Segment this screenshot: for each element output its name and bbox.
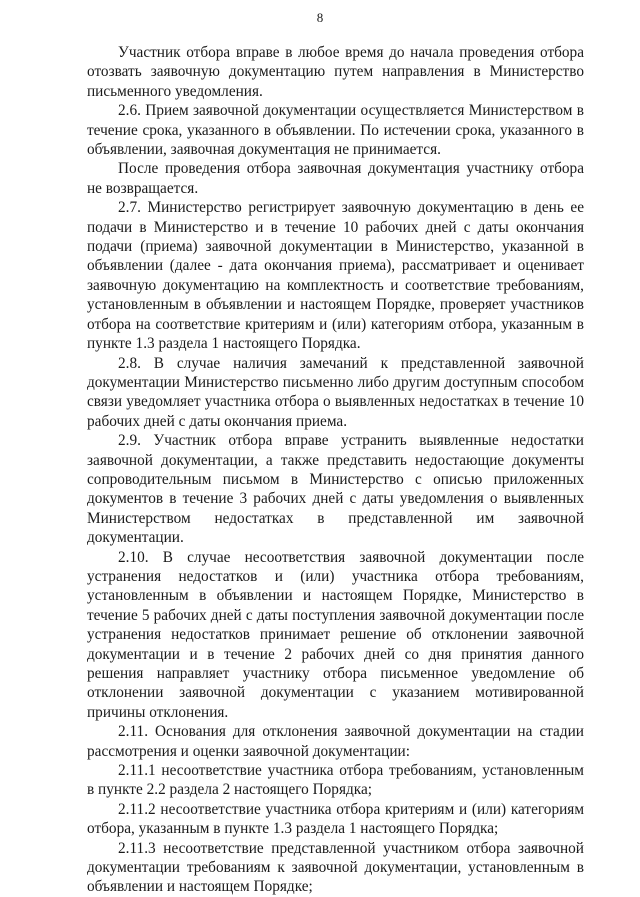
paragraph-no-return: После проведения отбора заявочная документация участнику отбора не возвращается.	[87, 160, 584, 197]
document-body	[87, 43, 584, 897]
paragraph-2-10: 2.10. В случае несоответствия заявочной документации после устранения недостатков и (или) участника отбора требованиям, установленным в объявлении и настоящем Порядке, Министерство в течение 5 рабочих дней с даты поступления заявочной документации после устранения недостатков принимает решение об отклонении заявочной документации и в течение 2 рабочих дней со дня принятия данного решения направляет участнику отбора письменное уведомление об отклонении заявочной документации с указанием мотивированной причины отклонения.	[87, 548, 584, 721]
paragraph-2-11-3: 2.11.3 несоответствие представленной участником отбора заявочной документации требованиям к заявочной документации, установленным в объявлении и настоящем Порядке;	[87, 839, 584, 896]
paragraph-2-6: 2.6. Прием заявочной документации осуществляется Министерством в течение срока, указанного в объявлении. По истечении срока, указанного в объявлении, заявочная документация не принимается.	[87, 102, 584, 159]
paragraph-2-9: 2.9. Участник отбора вправе устранить выявленные недостатки заявочной документации, а также представить недостающие документы сопроводительным письмом в Министерство с описью приложенных документов в течение 3 рабочих дней с даты уведомления о выявленных Министерством недостатках в представленной им заявочной документации.	[87, 432, 584, 547]
paragraph-2-11-2: 2.11.2 несоответствие участника отбора критериям и (или) категориям отбора, указанным в пункте 1.3 раздела 1 настоящего Порядка;	[87, 800, 584, 838]
paragraph-2-7: 2.7. Министерство регистрирует заявочную документацию в день ее подачи в Министерство и в течение 10 рабочих дней с даты окончания подачи (приема) заявочной документации в Министерство, указанной в объявлении (далее - дата окончания приема), рассматривает и оценивает заявочную документацию на комплектность и соответствие требованиям, установленным в объявлении и настоящем Порядке, проверяет участников отбора на соответствие критериям и (или) категориям отбора, указанным в пункте 1.3 раздела 1 настоящего Порядка.	[87, 199, 584, 353]
paragraph-2-8: 2.8. В случае наличия замечаний к представленной заявочной документации Министерство письменно либо другим доступным способом связи уведомляет участника отбора о выявленных недостатках в течение 10 рабочих дней с даты окончания приема.	[87, 354, 584, 430]
paragraph-2-11: 2.11. Основания для отклонения заявочной документации на стадии рассмотрения и оценки заявочной документации:	[87, 723, 584, 760]
paragraph-2-11-1: 2.11.1 несоответствие участника отбора требованиям, установленным в пункте 2.2 раздела 2 настоящего Порядка;	[87, 762, 584, 799]
paragraph-withdrawal: Участник отбора вправе в любое время до начала проведения отбора отозвать заявочную документацию путем направления в Министерство письменного уведомления.	[87, 44, 584, 100]
page-number: 8	[316, 10, 324, 25]
